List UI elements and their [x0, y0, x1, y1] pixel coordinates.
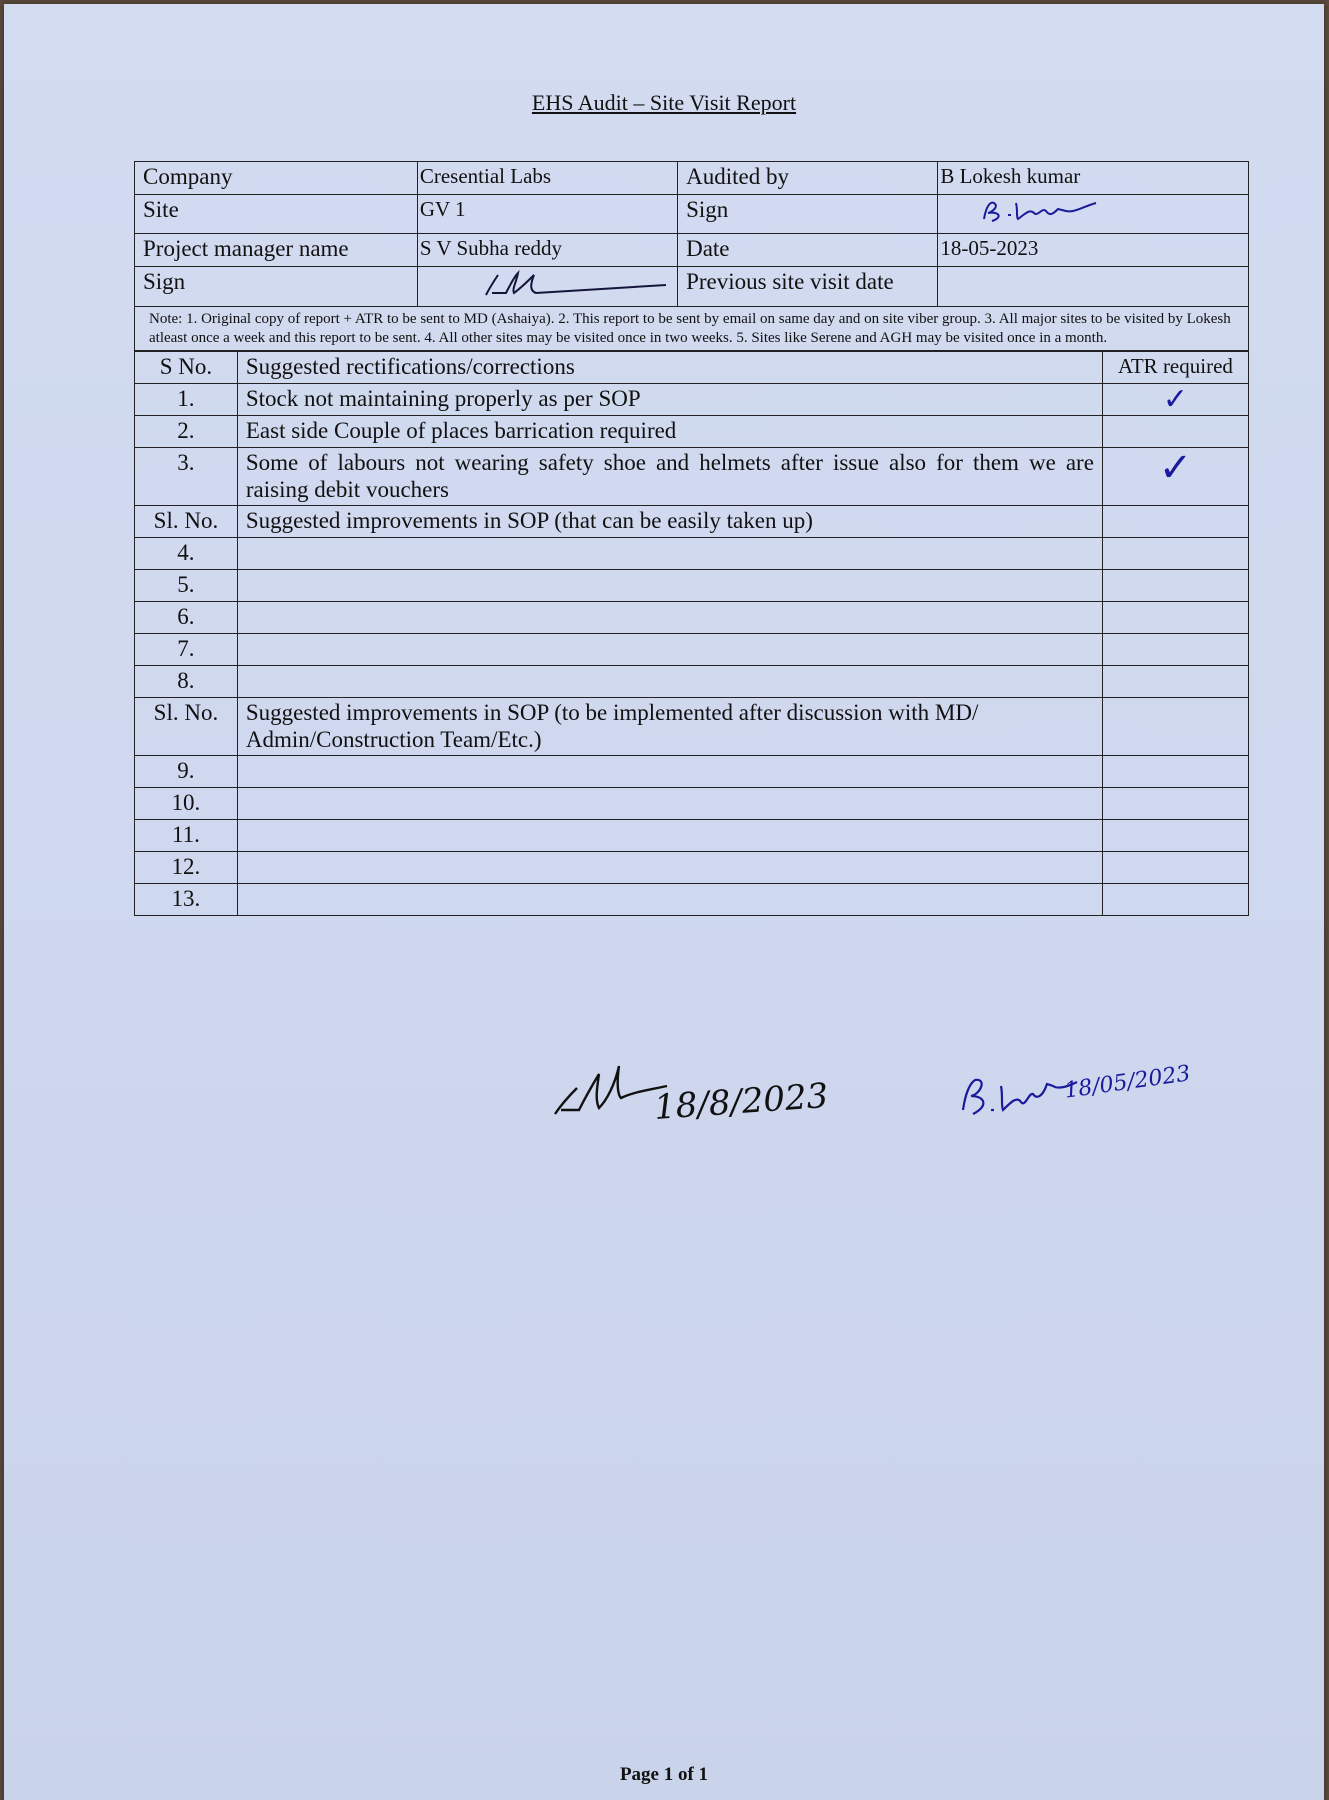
company-label: Company — [135, 162, 418, 195]
pm-signature-cell — [417, 267, 677, 306]
atr-header: ATR required — [1102, 352, 1248, 384]
page-footer: Page 1 of 1 — [619, 1764, 709, 1785]
note-text: Note: 1. Original copy of report + ATR to be sent to MD (Ashaiya). 2. This report to be sent by email on same day and on site viber group. 3. All major sites to be visited by Lokesh atleast once a week and this report to be sent. 4. All other sites may be visited once in two weeks. 5. Sites like Serene and AGH may be visited once in a month. — [135, 306, 1249, 351]
s1-no-header: S No. — [135, 352, 238, 384]
auditor-signature — [946, 197, 1126, 225]
table-row — [135, 384, 1249, 416]
pm-bottom-date: 18/8/2023 — [652, 1075, 830, 1129]
prev-visit-value — [938, 267, 1249, 306]
date-value: 18-05-2023 — [938, 234, 1249, 267]
auditor-bottom-date: 18/05/2023 — [1062, 1061, 1192, 1104]
sign2-label: Sign — [135, 267, 418, 306]
table-row — [135, 756, 1249, 788]
row-text: Stock not maintaining properly as per SOP — [237, 384, 1102, 416]
s1-heading: Suggested rectifications/corrections — [237, 352, 1102, 384]
table-row — [135, 884, 1249, 916]
pm-label: Project manager name — [135, 234, 418, 267]
row-number: 12. — [135, 852, 238, 884]
table-row — [135, 602, 1249, 634]
row-number: 3. — [135, 448, 238, 506]
row-number: 7. — [135, 634, 238, 666]
row-number: 10. — [135, 788, 238, 820]
table-row — [135, 570, 1249, 602]
row-text: East side Couple of places barrication required — [237, 416, 1102, 448]
row-number: 13. — [135, 884, 238, 916]
report-table-wrap — [134, 161, 1249, 916]
site-label: Site — [135, 195, 418, 234]
pm-signature — [426, 269, 666, 297]
atr-tick: ✓ — [1102, 384, 1248, 416]
s2-heading: Suggested improvements in SOP (that can be easily taken up) — [237, 506, 1102, 538]
atr-tick: ✓ — [1102, 448, 1248, 506]
table-row — [135, 666, 1249, 698]
table-row — [135, 538, 1249, 570]
s2-no-header: Sl. No. — [135, 506, 238, 538]
page-title: EHS Audit – Site Visit Report — [531, 90, 797, 115]
row-number: 6. — [135, 602, 238, 634]
pm-bottom-signature — [549, 1054, 669, 1124]
header-table — [134, 161, 1249, 351]
row-number: 4. — [135, 538, 238, 570]
prev-visit-label: Previous site visit date — [678, 267, 938, 306]
audited-by-label: Audited by — [678, 162, 938, 195]
table-row — [135, 416, 1249, 448]
report-page — [4, 4, 1324, 1800]
row-number: 9. — [135, 756, 238, 788]
row-number: 8. — [135, 666, 238, 698]
table-row — [135, 820, 1249, 852]
row-number: 11. — [135, 820, 238, 852]
audited-by-value: B Lokesh kumar — [938, 162, 1249, 195]
sign-label: Sign — [678, 195, 938, 234]
table-row — [135, 634, 1249, 666]
s3-no-header: Sl. No. — [135, 698, 238, 756]
items-table — [134, 351, 1249, 916]
row-number: 1. — [135, 384, 238, 416]
table-row — [135, 788, 1249, 820]
site-value: GV 1 — [417, 195, 677, 234]
auditor-bottom-signature — [959, 1066, 1079, 1126]
s3-heading: Suggested improvements in SOP (to be implemented after discussion with MD/ Admin/Construction Team/Etc.) — [237, 698, 1102, 756]
auditor-signature-cell — [938, 195, 1249, 234]
company-value: Cresential Labs — [417, 162, 677, 195]
row-text: Some of labours not wearing safety shoe and helmets after issue also for them we are raising debit vouchers — [237, 448, 1102, 506]
table-row — [135, 852, 1249, 884]
row-number: 5. — [135, 570, 238, 602]
table-row — [135, 448, 1249, 506]
row-number: 2. — [135, 416, 238, 448]
pm-value: S V Subha reddy — [417, 234, 677, 267]
date-label: Date — [678, 234, 938, 267]
atr-tick — [1102, 416, 1248, 448]
